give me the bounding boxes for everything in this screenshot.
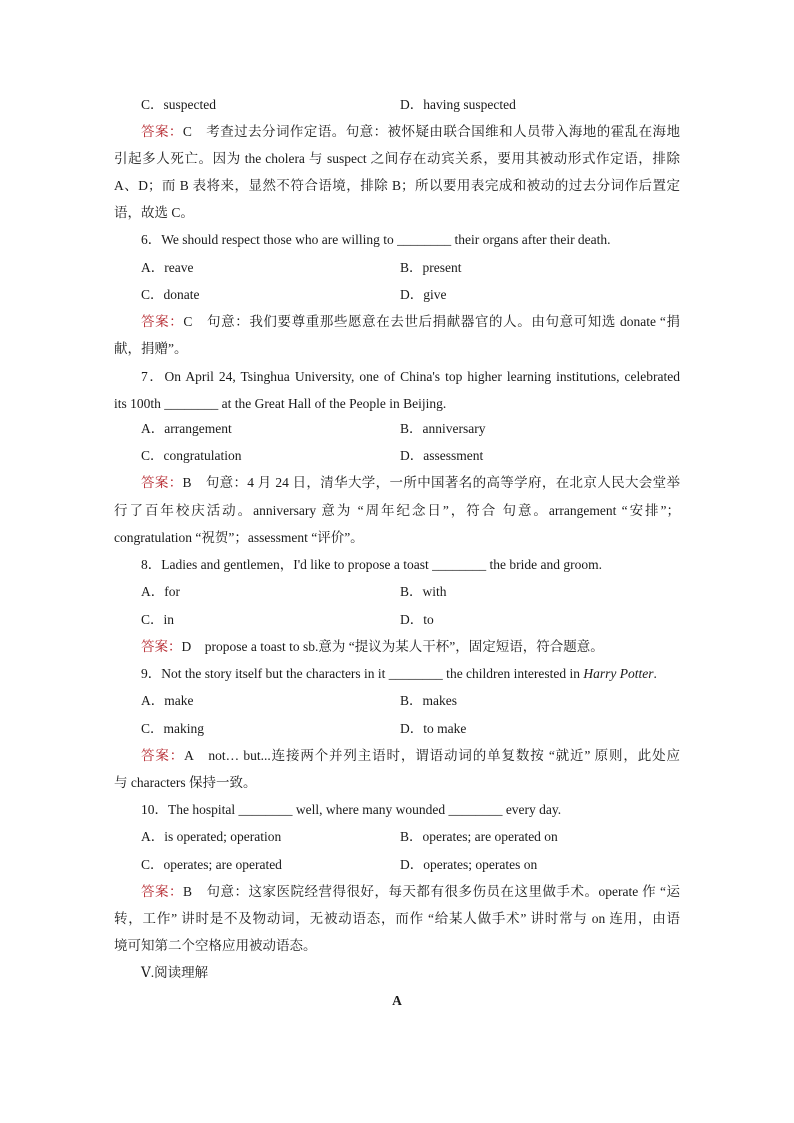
q9-stem <box>141 665 657 683</box>
q5-option-c[interactable]: C．suspected <box>141 97 216 112</box>
passage-label: A <box>392 993 402 1008</box>
q5-answer-text-1: C 考查过去分词作定语。句意：被怀疑由联合国维和人员带入海地的霍乱在海地 <box>182 124 680 139</box>
q5-answer-line-1 <box>141 123 680 141</box>
q9-answer-text-1: A not… but...连接两个并列主语时，谓语动词的单复数按 “就近” 原则，此处应 <box>184 748 680 763</box>
q7-option-d[interactable]: D．assessment <box>400 448 484 463</box>
q10-answer-text-1: B 句意：这家医院经营得很好，每天都有很多伤员在这里做手术。operate 作 “运 <box>183 884 681 899</box>
q7-option-b[interactable]: B．anniversary <box>400 421 486 436</box>
answer-label: 答案： <box>141 639 182 654</box>
q6-answer-text-1: C 句意：我们要尊重那些愿意在去世后捐献器官的人。由句意可知选 donate “捐 <box>183 314 681 329</box>
q7-stem-line-1: 7．On April 24, Tsinghua University, one of China's top higher learning institutions, celebrated <box>141 369 680 384</box>
q6-option-c[interactable]: C．donate <box>141 287 200 302</box>
q6-option-b[interactable]: B．present <box>400 260 462 275</box>
q5-answer-line-2: 引起多人死亡。因为 the cholera 与 suspect 之间存在动宾关系，要用其被动形式作定语，排除 <box>114 151 680 166</box>
q10-option-b[interactable]: B．operates; are operated on <box>400 829 558 844</box>
q10-answer-line-2: 转，工作” 讲时是不及物动词，无被动语态，而作 “给某人做手术” 讲时常与 on 连用，由语 <box>114 911 680 926</box>
q9-option-c[interactable]: C．making <box>141 721 204 736</box>
q8-option-b[interactable]: B．with <box>400 584 447 599</box>
q7-stem-line-2: its 100th ________ at the Great Hall of the People in Beijing. <box>114 396 447 411</box>
q6-answer-line-2: 献，捐赠”。 <box>114 341 188 356</box>
q7-answer-line-1 <box>141 474 680 492</box>
q7-option-a[interactable]: A．arrangement <box>141 421 232 436</box>
q10-stem: 10．The hospital ________ well, where many wounded ________ every day. <box>141 802 562 817</box>
q10-option-d[interactable]: D．operates; operates on <box>400 857 538 872</box>
q10-option-c[interactable]: C．operates; are operated <box>141 857 282 872</box>
q8-option-a[interactable]: A．for <box>141 584 180 599</box>
answer-label: 答案： <box>141 124 183 139</box>
q10-answer-line-1 <box>141 883 680 901</box>
q7-option-c[interactable]: C．congratulation <box>141 448 242 463</box>
q9-stem-title: Harry Potter <box>583 666 654 681</box>
q5-answer-line-4: 语，故选 C。 <box>114 205 194 220</box>
q9-answer-line-1 <box>141 747 680 765</box>
answer-label: 答案： <box>141 748 185 763</box>
q9-option-a[interactable]: A．make <box>141 693 194 708</box>
q8-stem: 8．Ladies and gentlemen，I'd like to propose a toast ________ the bride and groom. <box>141 557 602 572</box>
q6-option-a[interactable]: A．reave <box>141 260 194 275</box>
q7-answer-line-3: congratulation “祝贺”；assessment “评价”。 <box>114 530 364 545</box>
answer-label: 答案： <box>141 884 184 899</box>
q5-answer-line-3: A、D；而 B 表将来，显然不符合语境，排除 B；所以要用表完成和被动的过去分词作后置定 <box>114 178 680 193</box>
q9-option-d[interactable]: D．to make <box>400 721 467 736</box>
q6-option-d[interactable]: D．give <box>400 287 447 302</box>
q8-option-c[interactable]: C．in <box>141 612 175 627</box>
q10-answer-line-3: 境可知第二个空格应用被动语态。 <box>114 938 317 953</box>
q8-option-d[interactable]: D．to <box>400 612 434 627</box>
q9-stem-text: 9．Not the story itself but the characters in it ________ the children interested in <box>141 666 584 681</box>
q8-answer-text-1: D propose a toast to sb.意为 “提议为某人干杯”，固定短语，符合题意。 <box>181 639 604 654</box>
q6-stem: 6．We should respect those who are willing to ________ their organs after their death. <box>141 232 611 247</box>
q9-answer-line-2: 与 characters 保持一致。 <box>114 775 257 790</box>
q9-stem-end: . <box>653 666 657 681</box>
section-heading: Ⅴ.阅读理解 <box>141 965 209 980</box>
q8-answer-line-1 <box>141 638 604 656</box>
q7-answer-text-1: B 句意：4 月 24 日，清华大学，一所中国著名的高等学府，在北京人民大会堂举 <box>182 475 680 490</box>
answer-label: 答案： <box>141 475 183 490</box>
q6-answer-line-1 <box>141 313 680 331</box>
q9-option-b[interactable]: B．makes <box>400 693 457 708</box>
q7-answer-line-2: 行了百年校庆活动。anniversary 意为 “周年纪念日”，符合 句意。arrangement “安排”； <box>114 503 680 518</box>
answer-label: 答案： <box>141 314 184 329</box>
q5-option-d[interactable]: D．having suspected <box>400 97 516 112</box>
q10-option-a[interactable]: A．is operated; operation <box>141 829 282 844</box>
